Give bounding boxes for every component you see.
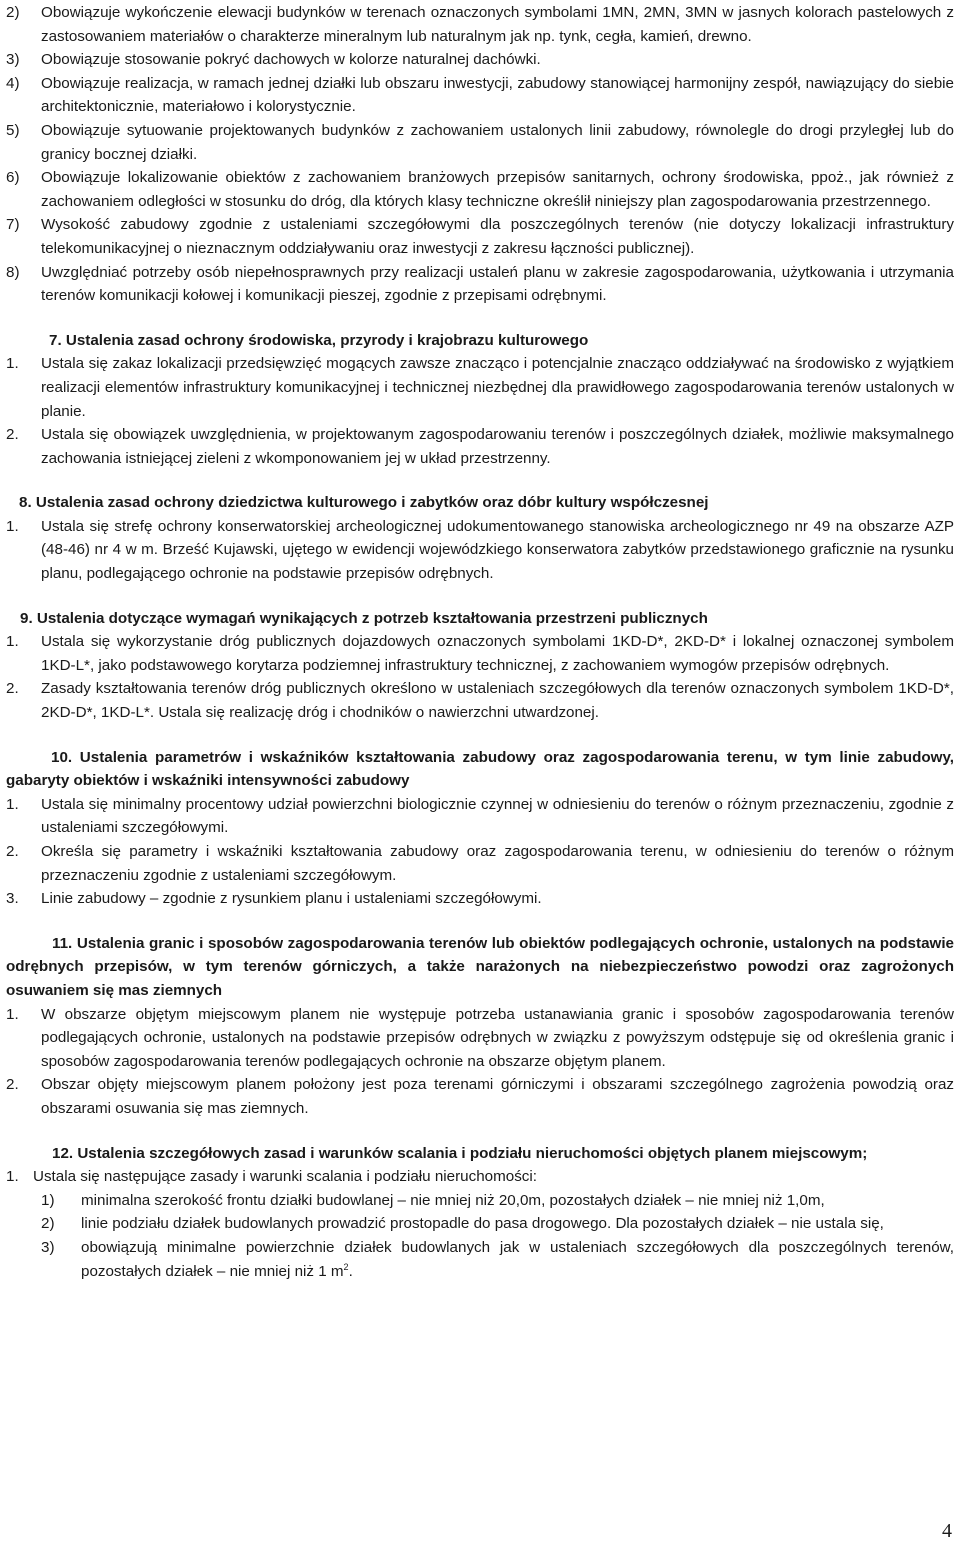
list-item [6, 840, 954, 887]
item-text: Wysokość zabudowy zgodnie z ustaleniami szczegółowymi dla poszczególnych terenów (nie dotyczy lokalizacji infrastruktury telekomunikacyjnej o nieznacznym oddziaływaniu oraz inwestycji z zakresu łączności publicznej). [41, 216, 954, 257]
item-text: Obszar objęty miejscowym planem położony jest poza terenami górniczymi i obszarami szczególnego zagrożenia powodzią oraz obszarami osuwania się mas ziemnych. [41, 1076, 954, 1117]
item-number: 3) [6, 51, 20, 69]
item-text: Ustala się strefę ochrony konserwatorskiej archeologicznej udokumentowanego stanowiska archeologicznego nr 49 na obszarze AZP (48-46) nr 4 w m. Brześć Kujawski, ujętego w ewidencji wojewódzkiego konserwatora zabytków przedstawionego graficznie na rysunku planu, podlegającego ochronie na podstawie przepisów odrębnych. [41, 517, 954, 583]
list-item [6, 1003, 954, 1074]
item-text: Uwzględniać potrzeby osób niepełnosprawnych przy realizacji ustaleń planu w zakresie zagospodarowania, użytkowania i utrzymania terenów komunikacji kołowej i komunikacji pieszej, zgodnie z przepisami odrębnymi. [41, 263, 954, 305]
item-number: 2. [6, 843, 19, 860]
list-item [6, 1, 954, 48]
list-item [6, 352, 954, 423]
item-text: Ustala się zakaz lokalizacji przedsięwzięć mogących zawsze znacząco i potencjalnie znacząco oddziaływać na środowisko z wyjątkiem realizacji elementów infrastruktury komunikacyjnej i technicznej niezbędnej dla prawidłowego zagospodarowania terenów ustalonych w planie. [41, 355, 954, 420]
item-text: Obowiązuje sytuowanie projektowanych budynków z zachowaniem ustalonych linii zabudowy, równolegle do drogi przyległej lub do granicy bocznej działki. [41, 121, 954, 163]
list-item [6, 48, 954, 72]
list-item [6, 1073, 954, 1120]
item-number: 2. [6, 1076, 19, 1094]
item-text: Linie zabudowy – zgodnie z rysunkiem planu i ustaleniami szczegółowymi. [41, 890, 542, 908]
item-text: W obszarze objętym miejscowym planem nie występuje potrzeba ustanawiania granic i sposobów zagospodarowania terenów podlegających ochronie, ustalonych na podstawie przepisów odrębnych w związku z powyższym odstępuje się od określenia granic i sposobów zagospodarowania terenów podlegających ochronie na obszarze objętym planem. [41, 1005, 954, 1070]
section-7-list [6, 352, 954, 470]
page-number: 4 [942, 1520, 952, 1542]
section-heading-7: 7. Ustalenia zasad ochrony środowiska, przyrody i krajobrazu kulturowego [49, 331, 589, 349]
item-text: Zasady kształtowania terenów dróg publicznych określono w ustaleniach szczegółowych dla terenów oznaczonych symbolem 1KD-D*, 2KD-D*, 1KD-L*. Ustala się realizację dróg i chodników o nawierzchni utwardzonej. [41, 680, 954, 722]
section-heading-8: 8. Ustalenia zasad ochrony dziedzictwa kulturowego i zabytków oraz dóbr kultury współczesnej [19, 494, 709, 512]
item-number: 1. [6, 1005, 19, 1023]
list-item [6, 213, 954, 260]
item-number: 6) [6, 169, 20, 187]
item-text: Ustala się obowiązek uwzględnienia, w projektowanym zagospodarowaniu terenów i poszczególnych działek, możliwie maksymalnego zachowania istniejącej zieleni z wkomponowaniem jej w układ przestrzenny. [41, 426, 954, 467]
section-8-list [6, 515, 954, 586]
list-item [6, 261, 954, 308]
item-number: 7) [6, 216, 20, 234]
list-item [6, 793, 954, 840]
list-item [6, 515, 954, 586]
item-text: Określa się parametry i wskaźniki kształtowania zabudowy oraz zagospodarowania terenu, w odniesieniu do terenów o różnym przeznaczeniu zgodnie z ustaleniami szczegółowym. [41, 843, 954, 884]
item-text: Ustala się wykorzystanie dróg publicznych dojazdowych oznaczonych symbolami 1KD-D*, 2KD-D* i lokalnej oznaczonej symbolem 1KD-L*, jako podstawowego korytarza podziemnej infrastruktury technicznej, z zachowaniem wymogów przepisów odrębnych. [41, 633, 954, 674]
item-number: 2. [6, 680, 19, 698]
item-number: 3. [6, 890, 19, 908]
sub-list-item [41, 1236, 954, 1283]
section-11-list [6, 1003, 954, 1121]
item-number: 5) [6, 121, 20, 139]
superscript: 2 [343, 1261, 349, 1272]
section-heading-12: 12. Ustalenia szczegółowych zasad i warunków scalania i podziału nieruchomości objętych planem miejscowym; [52, 1144, 868, 1162]
item-text: Ustala się minimalny procentowy udział powierzchni biologicznie czynnej w odniesieniu do terenów o różnym przeznaczeniu, zgodnie z ustaleniami szczegółowymi. [41, 795, 954, 837]
item-text-tail: . [348, 1262, 353, 1280]
item-text: Obowiązuje realizacja, w ramach jednej działki lub obszaru inwestycji, zabudowy stanowiącej harmonijny zespół, nawiązujący do siebie architektonicznie, materiałowo i kolorystycznie. [41, 74, 954, 116]
item-number: 4) [6, 74, 20, 92]
item-number: 8) [6, 263, 20, 281]
item-text: linie podziału działek budowlanych prowadzić prostopadle do pasa drogowego. Dla pozostałych działek – nie ustala się, [81, 1215, 884, 1233]
item-number: 1. [6, 633, 19, 651]
item-text: Obowiązuje wykończenie elewacji budynków w terenach oznaczonych symbolami 1MN, 2MN, 3MN w jasnych kolorach pastelowych z zastosowaniem materiałów o charakterze mineralnym lub naturalnym jak np. tynk, cegła, kamień, drewno. [41, 4, 954, 45]
list-item [6, 166, 954, 213]
item-text: Ustala się następujące zasady i warunki scalania i podziału nieruchomości: [33, 1168, 537, 1186]
intro-list [6, 1, 954, 308]
sub-list-item [41, 1212, 954, 1236]
item-number: 1. [6, 795, 19, 813]
list-item [6, 423, 954, 470]
list-item [6, 1165, 954, 1189]
item-number: 1. [6, 355, 19, 373]
item-number: 1. [6, 1168, 19, 1186]
section-12-list [6, 1165, 954, 1283]
item-text-main: obowiązują minimalne powierzchnie działek budowlanych jak w ustaleniach szczegółowych dla poszczególnych terenów, pozostałych działek – nie mniej niż 1 m [81, 1238, 954, 1280]
item-text [81, 1236, 954, 1283]
section-heading-11: 11. Ustalenia granic i sposobów zagospodarowania terenów lub obiektów podlegających ochronie, ustalonych na podstawie odrębnych przepisów, w tym terenów górniczych, a także narażonych na niebezpieczeństwo powodzi oraz zagrożonych osuwaniem się mas ziemnych [6, 934, 954, 999]
item-number: 1. [6, 517, 19, 535]
sub-list [6, 1189, 954, 1283]
item-number: 3) [41, 1238, 55, 1256]
list-item [6, 119, 954, 166]
section-10-list [6, 793, 954, 911]
item-number: 2) [6, 4, 20, 21]
section-heading-9: 9. Ustalenia dotyczące wymagań wynikających z potrzeb kształtowania przestrzeni publicznych [20, 609, 708, 627]
list-item [6, 72, 954, 119]
section-heading-10: 10. Ustalenia parametrów i wskaźników kształtowania zabudowy oraz zagospodarowania terenu, w tym linie zabudowy, gabaryty obiektów i wskaźniki intensywności zabudowy [6, 748, 954, 790]
item-number: 2. [6, 426, 19, 444]
item-text: minimalna szerokość frontu działki budowlanej – nie mniej niż 20,0m, pozostałych działek – nie mniej niż 1,0m, [81, 1191, 825, 1209]
section-9-list [6, 630, 954, 724]
item-text: Obowiązuje stosowanie pokryć dachowych w kolorze naturalnej dachówki. [41, 51, 541, 69]
list-item [6, 887, 954, 911]
item-text: Obowiązuje lokalizowanie obiektów z zachowaniem branżowych przepisów sanitarnych, ochrony środowiska, ppoż., jak również z zachowaniem odległości w stosunku do dróg, dla których klasy techniczne określił niniejszy plan zagospodarowania przestrzennego. [41, 169, 954, 210]
sub-list-item [41, 1189, 954, 1213]
item-number: 1) [41, 1191, 55, 1209]
list-item [6, 677, 954, 724]
item-number: 2) [41, 1215, 55, 1233]
list-item [6, 630, 954, 677]
